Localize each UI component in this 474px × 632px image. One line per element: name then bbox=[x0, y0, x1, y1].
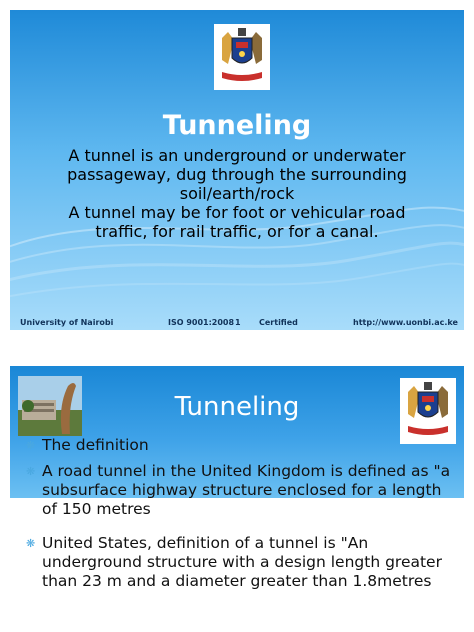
bullet-item bbox=[26, 534, 458, 591]
slide-2 bbox=[10, 366, 464, 632]
slide-1-uses-text: A tunnel may be for foot or vehicular road traffic, for rail traffic, or for a canal. bbox=[68, 203, 406, 241]
footer-page-number: 1 bbox=[235, 318, 241, 327]
footer-iso: ISO 9001:2008 bbox=[168, 318, 235, 327]
bullet-text: A road tunnel in the United Kingdom is defined as "a subsurface highway structure enclosed for a length of 150 metres bbox=[42, 462, 451, 518]
bullet-marker-icon: ❋ bbox=[26, 439, 36, 452]
bullet-item bbox=[26, 436, 458, 455]
bullet-text: The definition bbox=[42, 436, 149, 454]
footer-university: University of Nairobi bbox=[20, 318, 114, 327]
footer-certified: Certified bbox=[259, 318, 298, 327]
slide-1 bbox=[10, 10, 464, 330]
footer-url: http://www.uonbi.ac.ke bbox=[353, 318, 458, 327]
university-crest-icon bbox=[214, 24, 270, 90]
bullet-text: United States, definition of a tunnel is "An underground structure with a design length greater than 23 m and a diameter greater than 1.8metres bbox=[42, 534, 442, 590]
slide-1-title: Tunneling bbox=[162, 110, 312, 141]
bullet-item bbox=[26, 462, 458, 519]
university-crest-icon bbox=[400, 378, 456, 444]
slide-1-definition-text: A tunnel is an underground or underwater passageway, dug through the surrounding soil/earth/rock bbox=[67, 146, 407, 203]
slide-2-title: Tunneling bbox=[174, 392, 300, 422]
bullet-marker-icon: ❋ bbox=[26, 537, 36, 550]
bullet-marker-icon: ❋ bbox=[26, 465, 36, 478]
